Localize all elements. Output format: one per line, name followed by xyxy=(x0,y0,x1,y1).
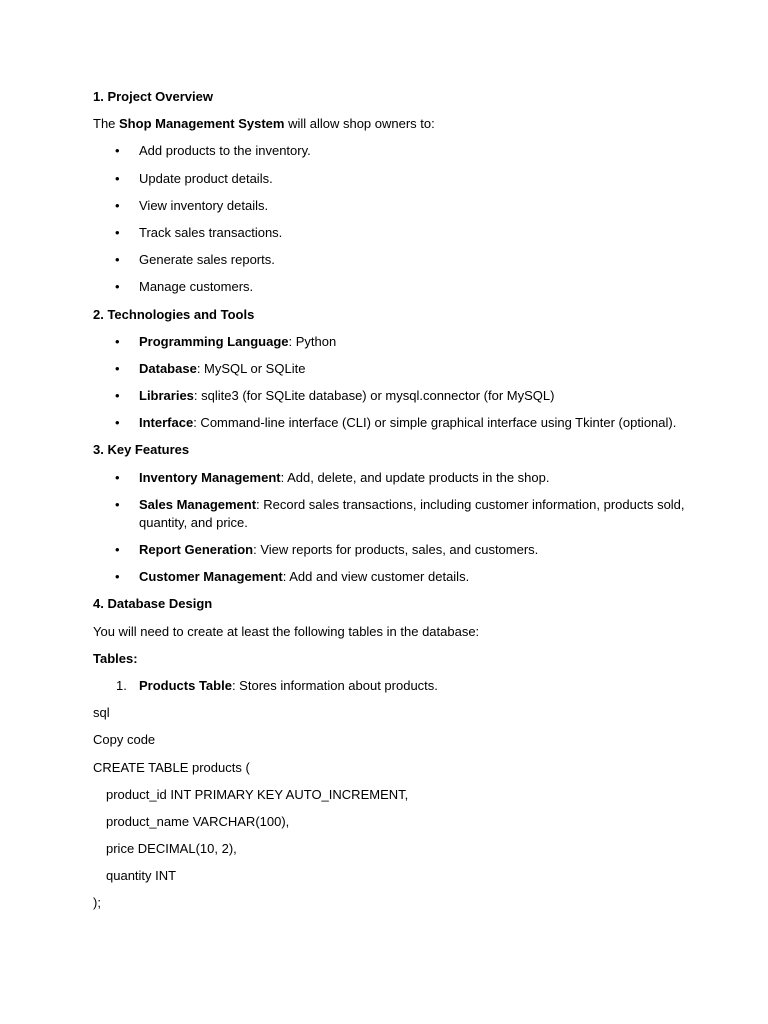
code-block xyxy=(93,759,693,913)
intro-text: The xyxy=(93,116,120,132)
bullet-glyph: • xyxy=(115,569,120,585)
list-item xyxy=(93,568,693,586)
list-item-text: Manage customers. xyxy=(139,279,254,295)
list-item xyxy=(93,541,693,559)
bullet-glyph: • xyxy=(115,170,120,186)
bullet-glyph: • xyxy=(115,197,120,213)
section-heading-database: 4. Database Design xyxy=(93,596,213,612)
list-item-text: Track sales transactions. xyxy=(139,224,283,240)
intro-text-end: will allow shop owners to: xyxy=(284,116,435,132)
bullet-glyph: • xyxy=(115,360,120,376)
list-item-text: : Python xyxy=(288,333,337,349)
list-item-text: View inventory details. xyxy=(139,197,269,213)
list-item-text: : Record sales transactions, including customer information, products sold, quantity, and price. xyxy=(139,496,685,530)
code-line: price DECIMAL(10, 2), xyxy=(106,841,237,857)
list-item xyxy=(93,197,693,215)
features-list xyxy=(93,469,693,587)
intro-bold-text: Shop Management System xyxy=(119,116,285,132)
bullet-glyph: • xyxy=(115,415,120,431)
overview-intro xyxy=(93,115,693,133)
code-line: CREATE TABLE products ( xyxy=(93,759,250,775)
list-item xyxy=(93,469,693,487)
list-item-text: : MySQL or SQLite xyxy=(196,360,306,376)
list-item xyxy=(93,278,693,296)
bullet-glyph: • xyxy=(115,279,120,295)
section-heading-overview: 1. Project Overview xyxy=(93,89,213,104)
bullet-glyph: • xyxy=(115,143,120,159)
tables-label: Tables: xyxy=(93,650,138,666)
list-item xyxy=(93,496,693,532)
list-item-text: Add products to the inventory. xyxy=(139,143,311,159)
list-item xyxy=(93,224,693,242)
list-item-label: Report Generation xyxy=(139,542,254,557)
list-item-label: Database xyxy=(139,360,197,376)
list-item-label: Sales Management xyxy=(139,496,257,512)
bullet-glyph: • xyxy=(115,224,120,240)
list-item xyxy=(93,677,693,695)
list-item xyxy=(93,360,693,378)
list-item xyxy=(93,333,693,351)
code-line: product_name VARCHAR(100), xyxy=(106,813,290,829)
list-item xyxy=(93,251,693,269)
list-item xyxy=(93,170,693,188)
copy-code-button[interactable]: Copy code xyxy=(93,732,156,748)
code-language-label: sql xyxy=(93,705,110,721)
code-line: ); xyxy=(93,895,101,911)
document-body xyxy=(93,88,693,922)
list-item-label: Inventory Management xyxy=(139,469,281,485)
section-heading-tech: 2. Technologies and Tools xyxy=(93,306,255,322)
list-item-label: Customer Management xyxy=(139,569,283,585)
list-item-text: Generate sales reports. xyxy=(139,252,275,268)
code-line: quantity INT xyxy=(106,868,177,884)
tech-list xyxy=(93,333,693,433)
bullet-glyph: • xyxy=(115,542,120,557)
tables-list xyxy=(93,677,693,695)
list-item-text: : Add and view customer details. xyxy=(282,569,470,585)
list-item-text: : Stores information about products. xyxy=(231,677,438,693)
overview-list xyxy=(93,142,693,296)
database-intro: You will need to create at least the following tables in the database: xyxy=(93,623,480,639)
code-line: product_id INT PRIMARY KEY AUTO_INCREMENT, xyxy=(106,786,409,802)
bullet-glyph: • xyxy=(115,388,120,404)
bullet-glyph: • xyxy=(115,252,120,268)
section-heading-features: 3. Key Features xyxy=(93,442,190,458)
list-item xyxy=(93,387,693,405)
list-item-text: : Add, delete, and update products in the shop. xyxy=(280,469,550,485)
bullet-glyph: • xyxy=(115,469,120,485)
bullet-glyph: • xyxy=(115,333,120,349)
list-item-label: Programming Language xyxy=(139,333,289,349)
list-number: 1. xyxy=(116,677,127,693)
list-item-label: Interface xyxy=(139,415,194,431)
list-item-text: : sqlite3 (for SQLite database) or mysql.connector (for MySQL) xyxy=(193,388,555,404)
bullet-glyph: • xyxy=(115,496,120,512)
list-item-text: : View reports for products, sales, and customers. xyxy=(253,542,539,557)
list-item xyxy=(93,142,693,160)
list-item-label: Libraries xyxy=(139,388,194,404)
list-item-label: Products Table xyxy=(139,677,232,693)
list-item-text: : Command-line interface (CLI) or simple graphical interface using Tkinter (optional). xyxy=(193,415,677,431)
list-item xyxy=(93,414,693,432)
list-item-text: Update product details. xyxy=(139,170,273,186)
